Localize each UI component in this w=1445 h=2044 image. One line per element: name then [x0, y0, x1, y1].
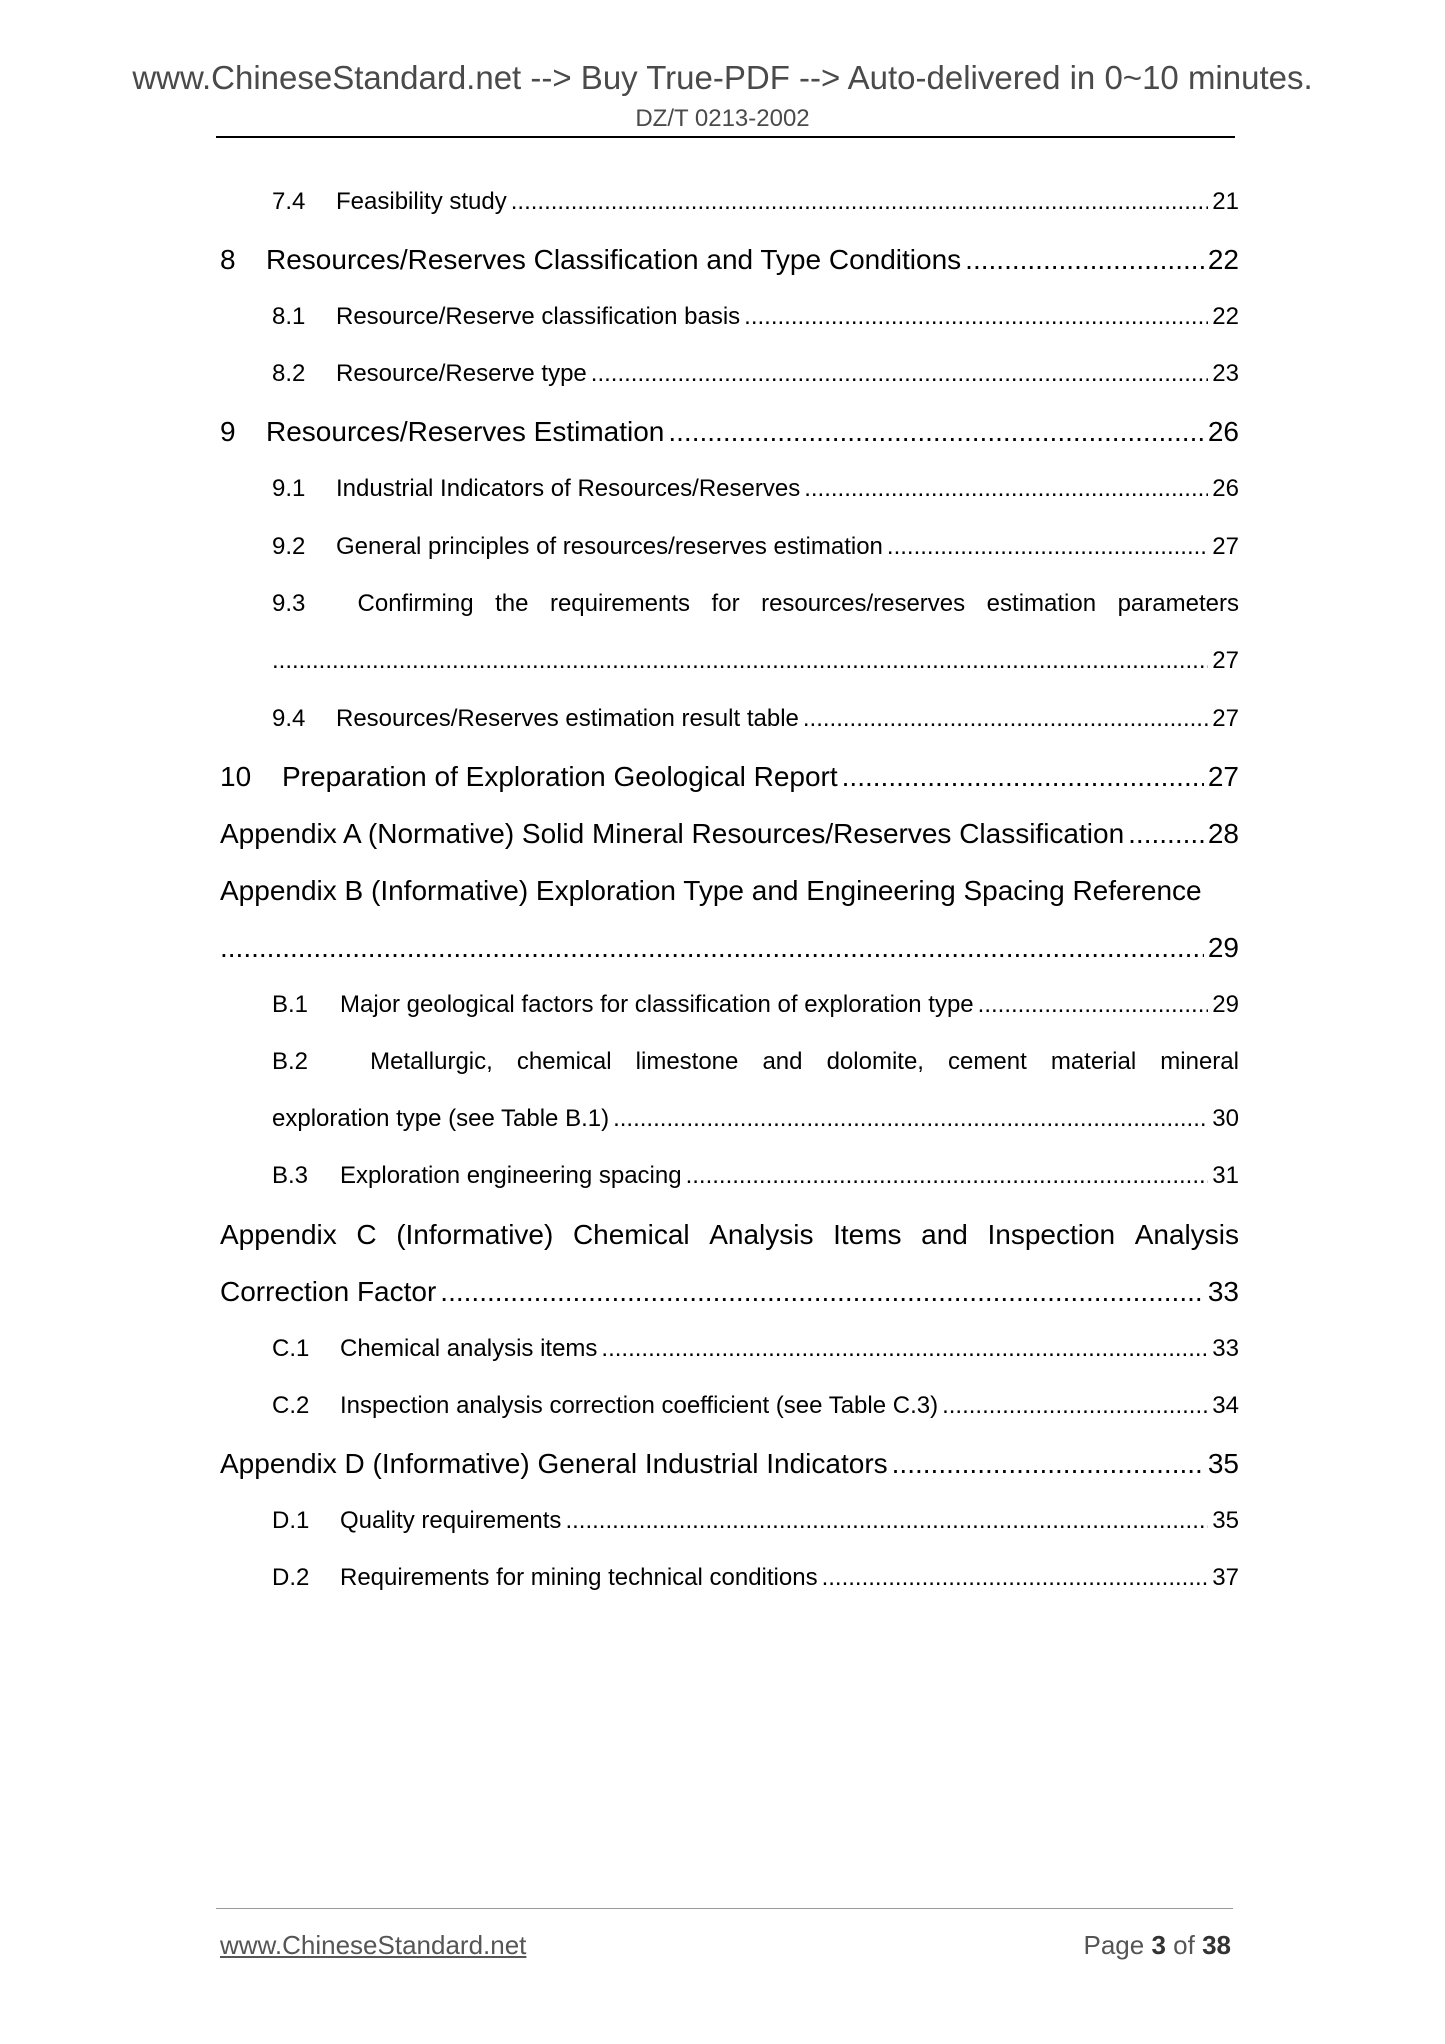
toc-number: C.2	[272, 1392, 310, 1419]
toc-page: 35	[1207, 1448, 1239, 1479]
toc-page: 26	[1212, 475, 1239, 502]
dot-leader	[804, 475, 1208, 503]
toc-title: Resources/Reserves Classification and Type Conditions	[266, 244, 962, 275]
toc-title: Appendix D (Informative) General Industrial Indicators	[220, 1448, 888, 1479]
dot-leader	[965, 244, 1204, 276]
toc-title: Major geological factors for classification of exploration type	[340, 991, 974, 1018]
toc-number: B.2	[272, 1048, 309, 1075]
toc-entry-8-1[interactable]	[272, 303, 1239, 331]
toc-number: 8	[220, 244, 236, 275]
dot-leader	[686, 1162, 1209, 1190]
toc-title: Preparation of Exploration Geological Report	[282, 761, 838, 792]
standard-code: DZ/T 0213-2002	[635, 105, 810, 132]
toc-page: 22	[1212, 303, 1239, 330]
dot-leader	[942, 1392, 1208, 1420]
toc-entry-9-2[interactable]	[272, 533, 1239, 561]
toc-entry-9-1[interactable]	[272, 475, 1239, 503]
header-banner: www.ChineseStandard.net --> Buy True-PDF --> Auto-delivered in 0~10 minutes.	[132, 59, 1313, 96]
toc-title-continuation: Correction Factor	[220, 1276, 437, 1307]
header-rule	[216, 136, 1235, 138]
toc-title-word: Inspection	[987, 1219, 1116, 1250]
dot-leader	[440, 1276, 1204, 1308]
toc-number: B.3	[272, 1162, 309, 1189]
toc-entry-8-2[interactable]	[272, 360, 1239, 388]
dot-leader	[842, 761, 1204, 793]
toc-entry-10[interactable]	[220, 761, 1239, 793]
toc-page: 27	[1207, 761, 1239, 792]
toc-page: 29	[1212, 991, 1239, 1018]
toc-title-word: Analysis	[709, 1219, 814, 1250]
page-prefix: Page	[1083, 1930, 1145, 1960]
toc-title-word: (Informative)	[396, 1219, 554, 1250]
toc-title-word: Appendix	[220, 1219, 337, 1250]
toc-page: 30	[1212, 1105, 1239, 1132]
toc-page: 29	[1207, 932, 1239, 963]
toc-title: Resources/Reserves estimation result table	[336, 705, 799, 732]
toc-page: 23	[1212, 360, 1239, 387]
toc-title-word: and	[762, 1048, 803, 1075]
toc-title-justified	[220, 1219, 1239, 1251]
toc-title-word: Analysis	[1134, 1219, 1239, 1250]
toc-number: 9.4	[272, 705, 306, 732]
toc-title-text: Appendix B (Informative) Exploration Type and Engineering Spacing Reference	[220, 875, 1202, 906]
toc-entry-8[interactable]	[220, 244, 1239, 276]
toc-title-word: Confirming	[357, 590, 474, 617]
toc-number: B.1	[272, 991, 309, 1018]
footer-site-link[interactable]: www.ChineseStandard.net	[220, 1930, 527, 1960]
toc-title: Inspection analysis correction coefficient (see Table C.3)	[340, 1392, 939, 1419]
dot-leader	[978, 991, 1209, 1019]
toc-entry-b-3[interactable]	[272, 1162, 1239, 1190]
dot-leader	[591, 360, 1209, 388]
toc-title-word: and	[921, 1219, 968, 1250]
toc-entry-appendix-a[interactable]	[220, 818, 1239, 850]
toc-number: 8.2	[272, 360, 306, 387]
toc-title: Resource/Reserve type	[336, 360, 587, 387]
toc-page: 22	[1207, 244, 1239, 275]
toc-continuation-line	[272, 1105, 1239, 1133]
toc-title: Quality requirements	[340, 1507, 562, 1534]
dot-leader	[822, 1564, 1209, 1592]
page-current: 3	[1151, 1930, 1166, 1960]
toc-title-word: resources/reserves	[761, 590, 966, 617]
toc-number: 9	[220, 416, 236, 447]
toc-number: D.1	[272, 1507, 310, 1534]
toc-title-continuation: exploration type (see Table B.1)	[272, 1105, 610, 1132]
toc-title-justified	[272, 1048, 1239, 1076]
toc-page: 37	[1212, 1564, 1239, 1591]
dot-leader	[744, 303, 1208, 331]
dot-leader	[565, 1507, 1208, 1535]
toc-title: Resource/Reserve classification basis	[336, 303, 741, 330]
toc-page: 21	[1212, 188, 1239, 215]
toc-page: 33	[1207, 1276, 1239, 1307]
toc-page: 28	[1207, 818, 1239, 849]
toc-number: 9.2	[272, 533, 306, 560]
toc-title: General principles of resources/reserves estimation	[336, 533, 883, 560]
dot-leader	[220, 932, 1204, 964]
toc-entry-9-4[interactable]	[272, 705, 1239, 733]
dot-leader	[803, 705, 1208, 733]
toc-title-word: C	[356, 1219, 377, 1250]
toc-entry-b-1[interactable]	[272, 991, 1239, 1019]
toc-page: 27	[1212, 533, 1239, 560]
dot-leader	[1128, 818, 1204, 850]
toc-page: 31	[1212, 1162, 1239, 1189]
toc-page: 26	[1207, 416, 1239, 447]
toc-page: 27	[1212, 705, 1239, 732]
toc-continuation-line	[220, 1276, 1239, 1308]
toc-page: 34	[1212, 1392, 1239, 1419]
toc-title: Chemical analysis items	[340, 1335, 598, 1362]
toc-title: Resources/Reserves Estimation	[266, 416, 665, 447]
toc-title-word: chemical	[516, 1048, 612, 1075]
toc-title: Appendix A (Normative) Solid Mineral Resources/Reserves Classification	[220, 818, 1125, 849]
toc-title-justified	[272, 590, 1239, 618]
toc-title-word: mineral	[1160, 1048, 1239, 1075]
toc-title-word: Metallurgic,	[370, 1048, 493, 1075]
toc-title-word: parameters	[1117, 590, 1239, 617]
toc-page: 35	[1212, 1507, 1239, 1534]
toc-title	[220, 875, 1239, 907]
toc-title-word: Items	[833, 1219, 902, 1250]
page-of: of	[1173, 1930, 1195, 1960]
toc-title: Industrial Indicators of Resources/Reserves	[336, 475, 801, 502]
dot-leader	[601, 1335, 1208, 1363]
dot-leader	[668, 416, 1203, 448]
toc-leader-line	[220, 932, 1239, 964]
footer-rule	[216, 1908, 1233, 1909]
dot-leader	[892, 1448, 1204, 1480]
toc-page: 27	[1212, 647, 1239, 674]
toc-leader-line	[272, 647, 1239, 675]
toc-title: Requirements for mining technical conditions	[340, 1564, 818, 1591]
toc-number: 7.4	[272, 188, 306, 215]
toc-entry-7-4[interactable]	[272, 188, 1239, 216]
toc-title-word: the	[495, 590, 529, 617]
toc-title-word: cement	[948, 1048, 1027, 1075]
toc-title: Feasibility study	[336, 188, 507, 215]
toc-title-word: material	[1050, 1048, 1137, 1075]
toc-title: Exploration engineering spacing	[340, 1162, 682, 1189]
toc-entry-appendix-d[interactable]	[220, 1448, 1239, 1480]
toc-number: 9.3	[272, 590, 306, 617]
toc-title-word: dolomite,	[826, 1048, 924, 1075]
toc-page: 33	[1212, 1335, 1239, 1362]
page-number	[1083, 1929, 1231, 1961]
toc-title-word: requirements	[549, 590, 691, 617]
toc-number: 10	[220, 761, 252, 792]
toc-number: D.2	[272, 1564, 310, 1591]
toc-entry-c-2[interactable]	[272, 1392, 1239, 1420]
toc-number: C.1	[272, 1335, 310, 1362]
toc-entry-d-1[interactable]	[272, 1507, 1239, 1535]
toc-entry-c-1[interactable]	[272, 1335, 1239, 1363]
dot-leader	[511, 188, 1209, 216]
dot-leader	[887, 533, 1208, 561]
toc-title-word: limestone	[635, 1048, 739, 1075]
dot-leader	[272, 647, 1208, 675]
toc-number: 8.1	[272, 303, 306, 330]
toc-title-word: Chemical	[572, 1219, 690, 1250]
page-total: 38	[1202, 1930, 1231, 1960]
toc-entry-d-2[interactable]	[272, 1564, 1239, 1592]
toc-title-word: estimation	[986, 590, 1097, 617]
toc-title-word: for	[711, 590, 740, 617]
toc-entry-9[interactable]	[220, 416, 1239, 448]
toc-number: 9.1	[272, 475, 306, 502]
dot-leader	[613, 1105, 1208, 1133]
